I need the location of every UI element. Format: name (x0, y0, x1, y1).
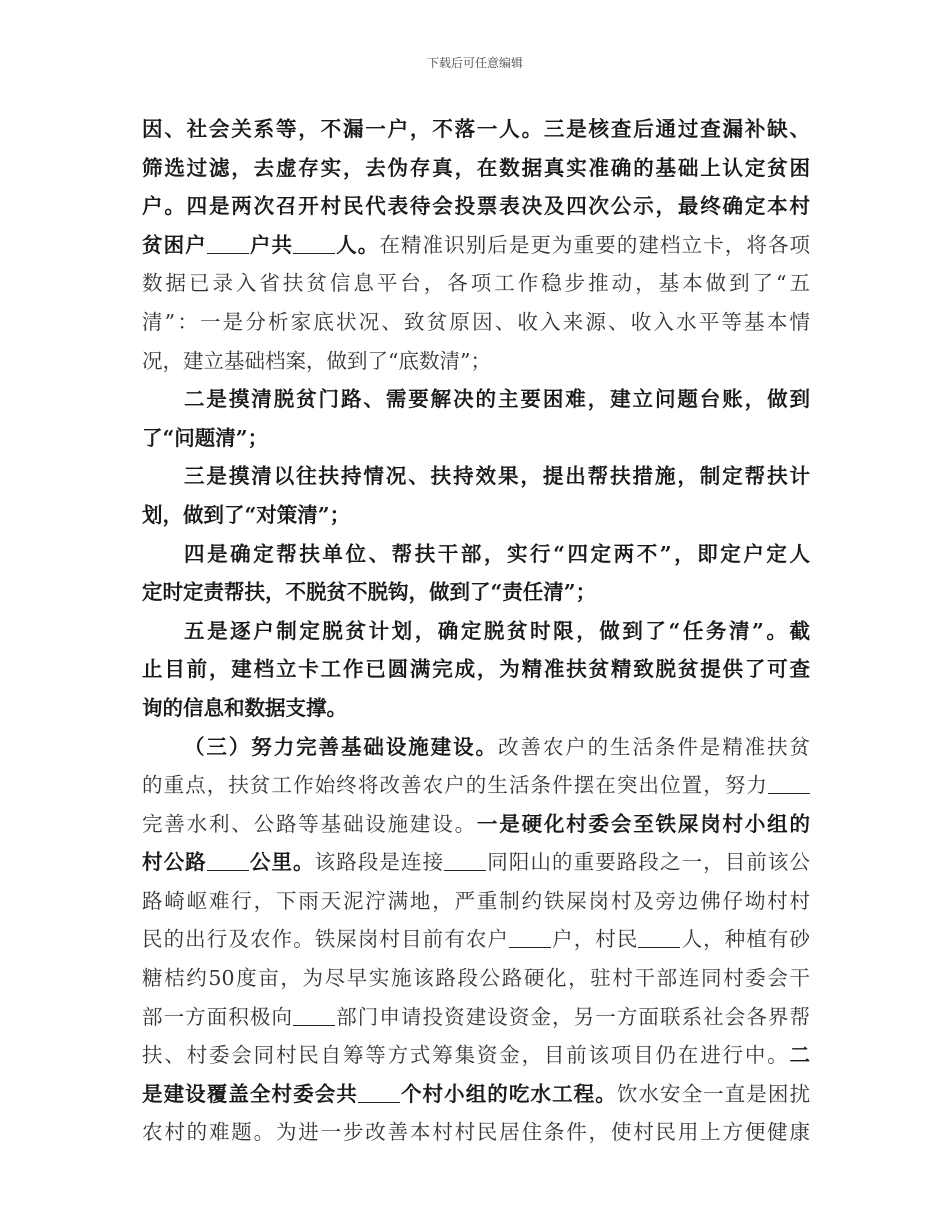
text-line: 糖桔约50度亩，为尽早实施该路段公路硬化，驻村干部连同村委会干 (142, 966, 810, 991)
text-line: 定时定责帮扶，不脱贫不脱钩，做到了“责任清”； (142, 580, 597, 605)
text-line (142, 843, 810, 882)
text-line: 五是逐户制定脱贫计划，确定脱贫时限，做到了“任务清”。截 (184, 618, 810, 643)
blank-field (207, 848, 249, 871)
blank-field (293, 1003, 335, 1026)
text-segment: 在精准识别后是更为重要的建档立卡，将各项 (379, 232, 810, 257)
text-line: 止目前，建档立卡工作已圆满完成，为精准扶贫精致脱贫提供了可查 (142, 657, 810, 682)
text-line (142, 805, 810, 844)
text-segment: 户共 (248, 232, 294, 257)
text-line (142, 226, 810, 265)
text-line: 因、社会关系等，不漏一户，不落一人。三是核查后通过查漏补缺、 (142, 117, 810, 141)
text-line: 四是确定帮扶单位、帮扶干部，实行“四定两不”，即定户定人 (184, 541, 810, 566)
text-line: 询的信息和数据支撑。 (142, 695, 347, 720)
blank-field (509, 925, 551, 948)
text-line: 况，建立基础档案，做到了“底数清”； (142, 348, 491, 373)
text-segment: 扶、村委会同村民自筹等方式筹集资金，目前该项目仍在进行中。 (142, 1043, 790, 1068)
text-segment: 同阳山的重要路段之一，目前该公 (486, 850, 810, 875)
text-segment: 贫困户 (142, 232, 207, 257)
blank-field (207, 231, 249, 254)
text-segment: 村公路 (142, 850, 207, 875)
text-segment: 人。 (335, 232, 380, 257)
text-segment: 该路段是连接 (314, 850, 445, 875)
text-line: 二是摸清脱贫门路、需要解决的主要困难，建立问题台账，做到 (184, 387, 810, 412)
text-segment: 饮水安全一直是困扰 (616, 1081, 810, 1106)
blank-field (358, 1080, 400, 1103)
page-header: 下载后可任意编辑 (426, 56, 523, 70)
blank-field (293, 231, 335, 254)
text-line: 农村的难题。为进一步改善本村村民居住条件，使村民用上方便健康 (142, 1120, 810, 1145)
text-line (142, 1075, 810, 1114)
text-segment: 完善水利、公路等基础设施建设。 (142, 811, 477, 836)
text-segment: 部门申请投资建设资金，另一方面联系社会各界帮 (335, 1004, 810, 1029)
text-line: 划，做到了“对策清”； (142, 502, 351, 527)
text-line (142, 1036, 810, 1075)
text-line: 清”：一是分析家底状况、致贫原因、收入来源、收入水平等基本情 (142, 309, 810, 334)
text-line: 三是摸清以往扶持情况、扶持效果，提出帮扶措施，制定帮扶计 (184, 464, 810, 489)
blank-field (768, 771, 810, 794)
text-line: 筛选过滤，去虚存实，去伪存真，在数据真实准确的基础上认定贫困 (142, 155, 810, 180)
text-segment: 户，村民 (551, 927, 639, 952)
blank-field (444, 848, 486, 871)
text-line: 数据已录入省扶贫信息平台，各项工作稳步推动，基本做到了“五 (142, 271, 810, 296)
text-line: 了“问题清”； (142, 425, 269, 450)
blank-field (638, 925, 680, 948)
text-line (142, 728, 810, 767)
text-line: 户。四是两次召开村民代表待会投票表决及四次公示，最终确定本村 (142, 194, 810, 219)
text-segment: 一是硬化村委会至铁屎岗村小组的 (476, 811, 810, 836)
text-segment: 公里。 (248, 850, 315, 875)
text-segment: 个村小组的吃水工程。 (399, 1081, 617, 1106)
text-line (142, 998, 810, 1037)
text-segment: 部一方面积极向 (142, 1004, 294, 1029)
text-segment: 民的出行及农作。铁屎岗村目前有农户 (142, 927, 510, 952)
section-heading: （三）努力完善基础设施建设。 (184, 734, 498, 759)
document-body (142, 110, 810, 1152)
text-segment: 是建设覆盖全村委会共 (142, 1081, 358, 1106)
text-segment: 的重点，扶贫工作始终将改善农户的生活条件摆在突出位置，努力 (142, 773, 768, 798)
text-line (142, 766, 810, 805)
text-segment: 人，种植有砂 (680, 927, 810, 952)
text-segment: 改善农户的生活条件是精准扶贫 (497, 734, 810, 759)
text-segment: 二 (789, 1043, 810, 1068)
text-line: 路崎岖难行，下雨天泥泞满地，严重制约铁屎岗村及旁边佛仔坳村村 (142, 888, 810, 913)
text-line (142, 920, 810, 959)
